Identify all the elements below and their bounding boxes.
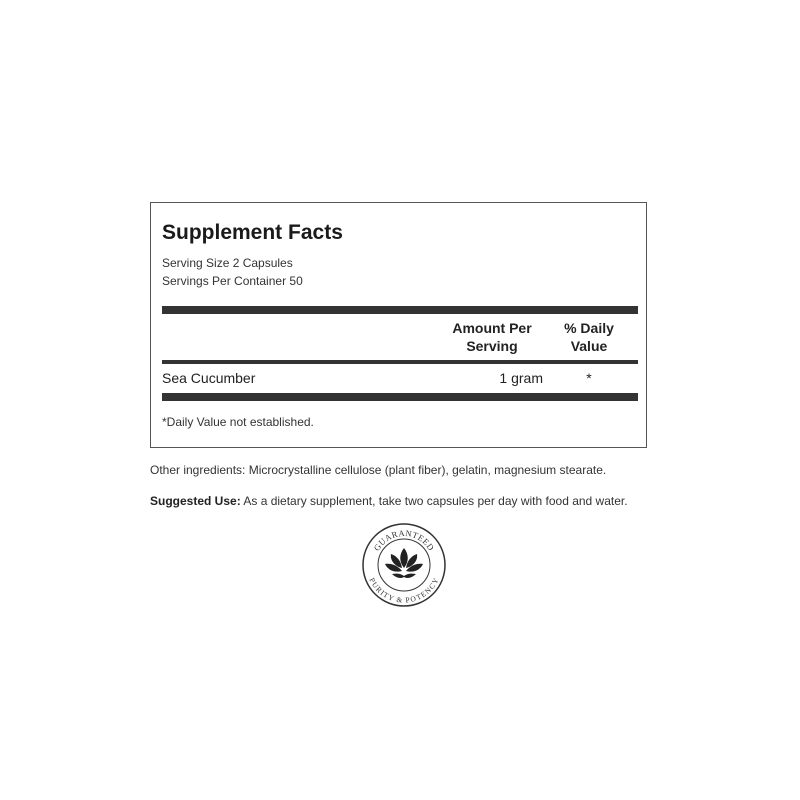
facts-title: Supplement Facts xyxy=(162,221,343,244)
ingredient-daily-value: * xyxy=(586,370,592,386)
other-ingredients: Other ingredients: Microcrystalline cellulose (plant fiber), gelatin, magnesium stearate. xyxy=(150,463,607,477)
suggested-use-text: As a dietary supplement, take two capsules per day with food and water. xyxy=(240,494,628,508)
seal-bottom-text: PURITY & POTENCY xyxy=(367,576,441,605)
amount-per-serving-header xyxy=(437,319,547,355)
suggested-use xyxy=(150,494,628,508)
daily-value-footnote: *Daily Value not established. xyxy=(162,415,314,429)
dv-header-line1: % Daily xyxy=(564,320,614,336)
servings-per-container: Servings Per Container 50 xyxy=(162,274,303,288)
dv-header-line2: Value xyxy=(570,338,608,354)
ingredient-amount: 1 gram xyxy=(499,370,543,386)
suggested-use-label: Suggested Use: xyxy=(150,494,241,508)
daily-value-header xyxy=(551,319,627,355)
header-divider xyxy=(162,360,638,364)
thick-divider-bottom xyxy=(162,393,638,401)
supplement-facts-panel xyxy=(150,202,647,448)
amount-header-line2: Serving xyxy=(466,338,518,354)
seal-top-text: GUARANTEED xyxy=(371,527,437,553)
amount-header-line1: Amount Per xyxy=(452,320,532,336)
thick-divider-top xyxy=(162,306,638,314)
purity-potency-seal-icon xyxy=(361,522,447,608)
ingredient-name: Sea Cucumber xyxy=(162,370,256,386)
serving-size: Serving Size 2 Capsules xyxy=(162,256,293,270)
